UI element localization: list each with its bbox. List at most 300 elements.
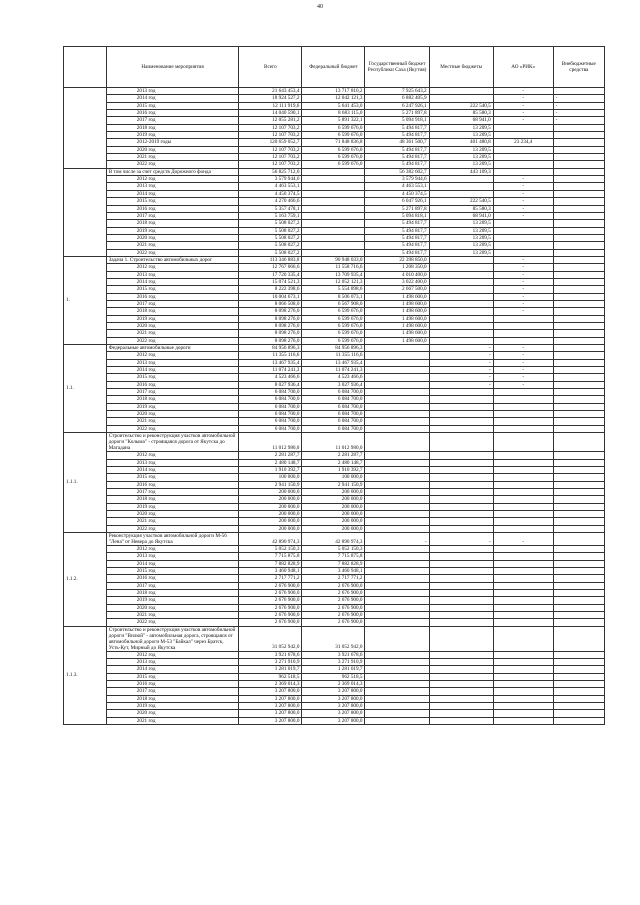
value-cell: 4 450 374,5 <box>365 190 429 197</box>
value-cell <box>553 154 604 161</box>
value-cell: - <box>493 212 553 219</box>
value-cell: 2 480 148,7 <box>239 459 302 466</box>
row-label: 2020 год <box>106 146 239 153</box>
value-cell: - <box>493 88 553 95</box>
value-cell: 17 720 335,4 <box>239 271 302 278</box>
value-cell <box>493 227 553 234</box>
row-label: 2019 год <box>106 227 239 234</box>
section-title-row <box>64 345 605 352</box>
value-cell: - <box>553 117 604 124</box>
row-label: 2012 год <box>106 176 239 183</box>
value-cell <box>553 183 604 190</box>
value-cell <box>553 293 604 300</box>
value-cell: - <box>429 352 493 359</box>
value-cell: 42 890 974,3 <box>239 532 302 545</box>
row-label: 2014 год <box>106 278 239 285</box>
table-row <box>64 590 605 597</box>
value-cell: 13 209,5 <box>429 124 493 131</box>
section-title-row <box>64 626 605 651</box>
value-cell <box>365 525 429 532</box>
table-row <box>64 234 605 241</box>
value-cell: 222 540,5 <box>429 198 493 205</box>
value-cell <box>493 695 553 702</box>
header-num-cell <box>64 47 107 88</box>
value-cell <box>429 612 493 619</box>
value-cell: 4 010 400,0 <box>365 271 429 278</box>
row-label: 2018 год <box>106 396 239 403</box>
value-cell <box>429 95 493 102</box>
budget-table <box>63 46 605 725</box>
value-cell: - <box>493 117 553 124</box>
row-label: 2021 год <box>106 154 239 161</box>
value-cell <box>429 590 493 597</box>
row-label: 2015 год <box>106 474 239 481</box>
value-cell: 13 709 935,4 <box>302 271 365 278</box>
value-cell <box>493 503 553 510</box>
row-label: 2022 год <box>106 161 239 168</box>
value-cell <box>553 403 604 410</box>
value-cell <box>429 286 493 293</box>
value-cell: 5 494 817,7 <box>365 227 429 234</box>
value-cell: 200 000,0 <box>302 503 365 510</box>
table-row <box>64 154 605 161</box>
value-cell <box>493 582 553 589</box>
row-label: 2012-2019 годы <box>106 139 239 146</box>
value-cell: 5 508 027,2 <box>239 220 302 227</box>
section-title: Задача 1. Строительство автомобильных дорог <box>106 256 239 263</box>
value-cell: 12 107 703,2 <box>239 161 302 168</box>
value-cell: - <box>493 95 553 102</box>
value-cell <box>429 626 493 651</box>
row-label: 2013 год <box>106 359 239 366</box>
value-cell: 1 498 600,0 <box>365 293 429 300</box>
value-cell <box>493 481 553 488</box>
value-cell <box>429 411 493 418</box>
value-cell <box>493 452 553 459</box>
value-cell: 2 941 150,9 <box>302 481 365 488</box>
value-cell: 6 084 700,0 <box>302 418 365 425</box>
row-label: 2021 год <box>106 418 239 425</box>
value-cell: - <box>429 381 493 388</box>
value-cell: 200 000,0 <box>302 496 365 503</box>
value-cell <box>429 474 493 481</box>
value-cell <box>553 381 604 388</box>
value-cell <box>493 626 553 651</box>
value-cell <box>493 330 553 337</box>
value-cell <box>553 466 604 473</box>
value-cell <box>429 703 493 710</box>
value-cell <box>429 575 493 582</box>
row-label: 2022 год <box>106 619 239 626</box>
value-cell: 5 641 453,0 <box>302 102 365 109</box>
value-cell <box>429 403 493 410</box>
table-row <box>64 95 605 102</box>
value-cell <box>553 651 604 658</box>
row-label: 2018 год <box>106 496 239 503</box>
value-cell: 8 683 115,0 <box>302 110 365 117</box>
value-cell: 90 948 033,0 <box>302 256 365 263</box>
value-cell <box>429 425 493 432</box>
value-cell <box>365 619 429 626</box>
value-cell <box>493 612 553 619</box>
value-cell: - <box>429 345 493 352</box>
value-cell <box>553 560 604 567</box>
value-cell <box>553 503 604 510</box>
value-cell <box>302 212 365 219</box>
value-cell: - <box>493 352 553 359</box>
value-cell <box>365 510 429 517</box>
value-cell <box>429 271 493 278</box>
value-cell: 200 000,0 <box>239 503 302 510</box>
value-cell: - <box>493 286 553 293</box>
value-cell: 5 494 817,7 <box>365 234 429 241</box>
value-cell: 5 494 817,7 <box>365 220 429 227</box>
value-cell: 12 767 066,6 <box>239 264 302 271</box>
table-row <box>64 474 605 481</box>
row-label: 2016 год <box>106 381 239 388</box>
value-cell <box>429 88 493 95</box>
table-row <box>64 560 605 567</box>
value-cell <box>553 300 604 307</box>
section-title: Федеральные автомобильные дороги <box>106 345 239 352</box>
row-label: 2017 год <box>106 389 239 396</box>
table-row <box>64 271 605 278</box>
value-cell: - <box>429 374 493 381</box>
value-cell <box>553 545 604 552</box>
value-cell: 12 107 703,2 <box>239 154 302 161</box>
table-row <box>64 117 605 124</box>
value-cell <box>553 234 604 241</box>
value-cell <box>365 488 429 495</box>
row-label: 2021 год <box>106 518 239 525</box>
table-row <box>64 278 605 285</box>
table-row <box>64 425 605 432</box>
value-cell: - <box>493 293 553 300</box>
value-cell: 962 518,5 <box>239 673 302 680</box>
row-label: 2016 год <box>106 481 239 488</box>
value-cell <box>365 474 429 481</box>
row-label: 2020 год <box>106 604 239 611</box>
value-cell: - <box>493 102 553 109</box>
value-cell <box>493 242 553 249</box>
table-row <box>64 102 605 109</box>
table-row <box>64 146 605 153</box>
value-cell <box>429 300 493 307</box>
value-cell: 56 382 602,7 <box>365 168 429 175</box>
value-cell: 13 209,5 <box>429 161 493 168</box>
row-label: 2022 год <box>106 249 239 256</box>
value-cell <box>553 626 604 651</box>
value-cell <box>429 433 493 452</box>
value-cell: 7 882 828,9 <box>239 560 302 567</box>
value-cell <box>553 688 604 695</box>
value-cell <box>553 612 604 619</box>
table-row <box>64 582 605 589</box>
value-cell: 8 098 276,0 <box>239 308 302 315</box>
value-cell <box>553 359 604 366</box>
section-number: 1.1.2. <box>64 532 107 626</box>
value-cell: 120 659 052,7 <box>239 139 302 146</box>
table-row <box>64 286 605 293</box>
value-cell <box>365 352 429 359</box>
table-row <box>64 176 605 183</box>
value-cell <box>429 256 493 263</box>
table-row <box>64 359 605 366</box>
row-label: 2014 год <box>106 190 239 197</box>
header-rik: АО «РИК» <box>493 47 553 88</box>
value-cell <box>365 703 429 710</box>
value-cell: 84 956 896,3 <box>239 345 302 352</box>
value-cell: 8 098 276,0 <box>239 315 302 322</box>
value-cell: 8 066 508,0 <box>239 300 302 307</box>
value-cell <box>302 234 365 241</box>
row-label: 2018 год <box>106 695 239 702</box>
value-cell <box>429 710 493 717</box>
section-title-row <box>64 256 605 263</box>
value-cell <box>302 168 365 175</box>
table-row <box>64 242 605 249</box>
value-cell: 3 460 948,1 <box>302 567 365 574</box>
value-cell: 5 508 027,2 <box>239 234 302 241</box>
value-cell <box>493 518 553 525</box>
row-label: 2015 год <box>106 673 239 680</box>
value-cell: - <box>429 532 493 545</box>
value-cell: 200 000,0 <box>302 510 365 517</box>
value-cell: 7 925 643,2 <box>365 88 429 95</box>
value-cell: 13 467 935,4 <box>239 359 302 366</box>
value-cell <box>493 710 553 717</box>
row-label: 2021 год <box>106 242 239 249</box>
value-cell: 84 956 896,3 <box>302 345 365 352</box>
section-number <box>64 88 107 169</box>
table-row <box>64 411 605 418</box>
value-cell: 5 494 817,7 <box>365 146 429 153</box>
value-cell: 6 047 926,1 <box>365 198 429 205</box>
value-cell: 31 052 942,0 <box>239 626 302 651</box>
table-row <box>64 666 605 673</box>
value-cell <box>429 681 493 688</box>
value-cell <box>553 411 604 418</box>
row-label: 2017 год <box>106 582 239 589</box>
row-label: 2012 год <box>106 352 239 359</box>
value-cell <box>365 503 429 510</box>
value-cell <box>493 315 553 322</box>
row-label: 2020 год <box>106 411 239 418</box>
value-cell <box>553 590 604 597</box>
row-label: 2015 год <box>106 286 239 293</box>
value-cell <box>429 604 493 611</box>
table-row <box>64 567 605 574</box>
value-cell: - <box>493 367 553 374</box>
value-cell <box>493 597 553 604</box>
value-cell <box>493 673 553 680</box>
value-cell: 6 599 676,0 <box>302 161 365 168</box>
value-cell <box>553 286 604 293</box>
value-cell: 6 599 676,0 <box>302 124 365 131</box>
value-cell: 12 052 121,3 <box>302 278 365 285</box>
value-cell <box>493 459 553 466</box>
row-label: 2015 год <box>106 374 239 381</box>
page-number: 40 <box>317 4 323 10</box>
value-cell: 23 234,4 <box>493 139 553 146</box>
value-cell <box>365 403 429 410</box>
table-row <box>64 659 605 666</box>
table-row <box>64 389 605 396</box>
value-cell: 200 000,0 <box>302 525 365 532</box>
value-cell <box>365 695 429 702</box>
value-cell: 2 676 900,0 <box>302 619 365 626</box>
row-label: 2020 год <box>106 234 239 241</box>
table-row <box>64 717 605 724</box>
value-cell <box>365 626 429 651</box>
value-cell: 85 580,3 <box>429 110 493 117</box>
value-cell <box>365 381 429 388</box>
value-cell: 3 207 800,0 <box>302 717 365 724</box>
value-cell <box>493 433 553 452</box>
value-cell <box>429 666 493 673</box>
value-cell <box>553 242 604 249</box>
table-row <box>64 183 605 190</box>
value-cell <box>493 396 553 403</box>
table-row <box>64 88 605 95</box>
value-cell <box>553 139 604 146</box>
value-cell: 2 676 900,0 <box>239 619 302 626</box>
value-cell: 2 676 900,0 <box>239 582 302 589</box>
header-federal: Федеральный бюджет <box>302 47 365 88</box>
value-cell: 3 207 800,0 <box>239 695 302 702</box>
value-cell <box>553 474 604 481</box>
row-label: 2022 год <box>106 337 239 344</box>
value-cell: 71 848 836,8 <box>302 139 365 146</box>
value-cell <box>553 681 604 688</box>
value-cell: 200 000,0 <box>302 518 365 525</box>
value-cell: 6 084 700,0 <box>239 403 302 410</box>
value-cell: 7 882 828,9 <box>302 560 365 567</box>
value-cell <box>429 553 493 560</box>
value-cell: 2 676 900,0 <box>302 612 365 619</box>
value-cell: - <box>493 381 553 388</box>
value-cell: 31 052 942,0 <box>302 626 365 651</box>
table-row <box>64 264 605 271</box>
header-total: Всего <box>239 47 302 88</box>
value-cell <box>302 220 365 227</box>
row-label: 2014 год <box>106 95 239 102</box>
value-cell: 13 209,5 <box>429 132 493 139</box>
value-cell: 5 494 817,7 <box>365 249 429 256</box>
value-cell <box>429 673 493 680</box>
row-label: 2017 год <box>106 488 239 495</box>
value-cell <box>553 567 604 574</box>
table-row <box>64 124 605 131</box>
value-cell: 6 599 676,0 <box>302 308 365 315</box>
value-cell <box>553 212 604 219</box>
value-cell: 15 074 521,3 <box>239 278 302 285</box>
value-cell <box>493 389 553 396</box>
table-row <box>64 403 605 410</box>
value-cell <box>493 510 553 517</box>
value-cell: - <box>493 205 553 212</box>
table-row <box>64 212 605 219</box>
value-cell <box>365 545 429 552</box>
value-cell <box>553 278 604 285</box>
value-cell: 5 494 817,7 <box>365 242 429 249</box>
value-cell: 2 676 900,0 <box>302 582 365 589</box>
value-cell: 5 494 817,7 <box>365 124 429 131</box>
value-cell: 11 355 116,6 <box>302 352 365 359</box>
value-cell: 1 498 600,0 <box>365 330 429 337</box>
value-cell: 5 508 027,2 <box>239 227 302 234</box>
value-cell <box>365 466 429 473</box>
row-label: 2018 год <box>106 590 239 597</box>
value-cell <box>365 553 429 560</box>
value-cell: 10 004 673,1 <box>239 293 302 300</box>
value-cell <box>429 688 493 695</box>
value-cell: 1 281 019,7 <box>302 666 365 673</box>
value-cell: 5 271 897,8 <box>365 110 429 117</box>
table-row <box>64 249 605 256</box>
value-cell: - <box>493 110 553 117</box>
value-cell <box>429 466 493 473</box>
value-cell <box>302 205 365 212</box>
value-cell: - <box>493 532 553 545</box>
value-cell <box>365 604 429 611</box>
table-row <box>64 503 605 510</box>
value-cell: - <box>493 271 553 278</box>
value-cell <box>493 553 553 560</box>
section-number <box>64 168 107 256</box>
row-label: 2013 год <box>106 659 239 666</box>
value-cell: 11 012 980,0 <box>239 433 302 452</box>
value-cell: - <box>553 110 604 117</box>
value-cell: 2 676 900,0 <box>239 590 302 597</box>
value-cell <box>302 176 365 183</box>
value-cell <box>493 168 553 175</box>
value-cell <box>553 575 604 582</box>
value-cell: 6 599 676,0 <box>302 323 365 330</box>
value-cell <box>493 249 553 256</box>
value-cell <box>553 198 604 205</box>
value-cell: 2 369 014,3 <box>239 681 302 688</box>
value-cell <box>365 425 429 432</box>
value-cell: 68 941,0 <box>429 212 493 219</box>
value-cell: 3 207 800,0 <box>239 703 302 710</box>
value-cell: - <box>493 256 553 263</box>
value-cell: 4 270 466,6 <box>239 198 302 205</box>
value-cell: 6 084 700,0 <box>239 411 302 418</box>
value-cell: 100 000,0 <box>302 474 365 481</box>
table-row <box>64 710 605 717</box>
value-cell: - <box>429 367 493 374</box>
value-cell <box>365 367 429 374</box>
value-cell <box>429 278 493 285</box>
value-cell <box>553 452 604 459</box>
value-cell: 6 084 700,0 <box>239 396 302 403</box>
value-cell <box>553 367 604 374</box>
value-cell <box>553 132 604 139</box>
value-cell <box>429 619 493 626</box>
value-cell: - <box>493 176 553 183</box>
value-cell <box>553 161 604 168</box>
row-label: 2021 год <box>106 717 239 724</box>
table-row <box>64 227 605 234</box>
value-cell <box>365 651 429 658</box>
value-cell: 12 107 703,2 <box>239 132 302 139</box>
value-cell <box>553 220 604 227</box>
value-cell: 11 012 980,0 <box>302 433 365 452</box>
value-cell: 200 000,0 <box>302 488 365 495</box>
value-cell: 22 398 850,0 <box>365 256 429 263</box>
value-cell: - <box>493 300 553 307</box>
